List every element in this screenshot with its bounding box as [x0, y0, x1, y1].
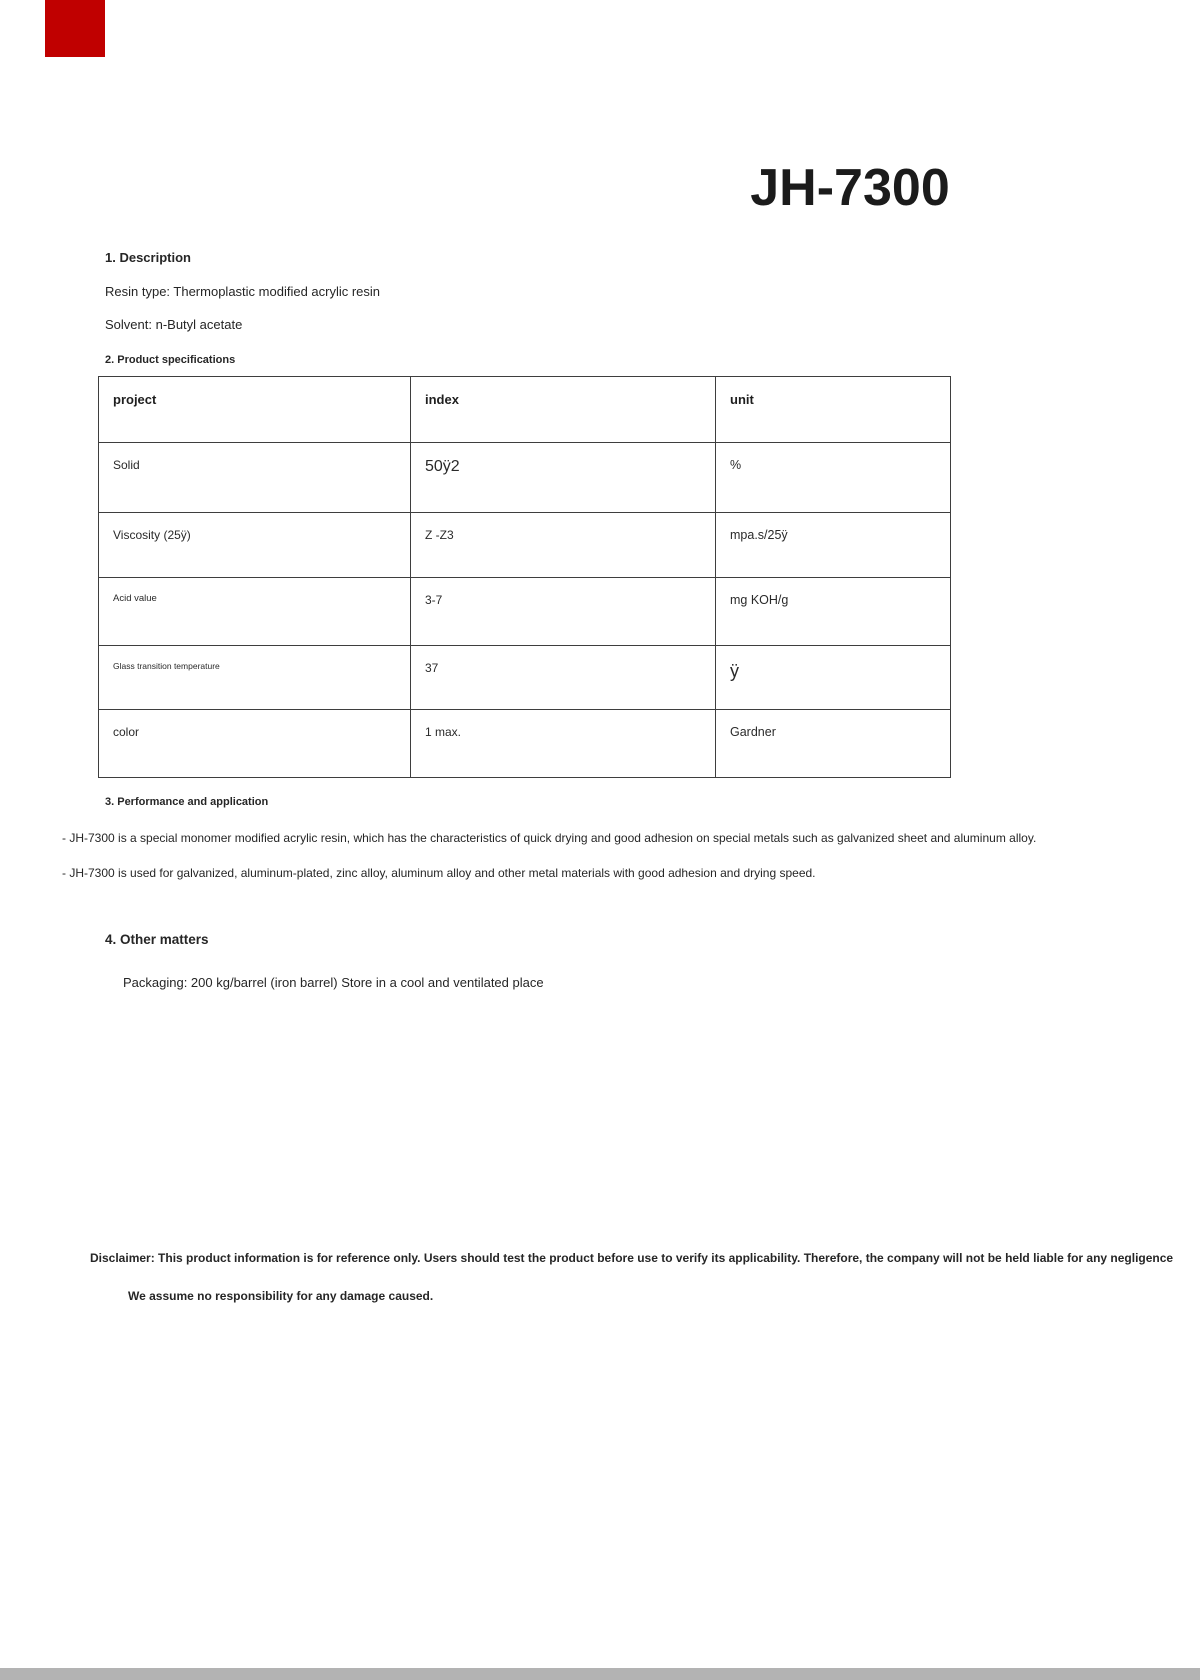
cell-project: Acid value: [99, 578, 411, 646]
solvent-line: Solvent: n-Butyl acetate: [105, 317, 243, 332]
cell-index: 3-7: [411, 578, 716, 646]
performance-heading: 3. Performance and application: [105, 796, 269, 808]
cell-project: color: [99, 710, 411, 778]
table-header-row: [99, 377, 951, 443]
packaging-line: Packaging: 200 kg/barrel (iron barrel) Store in a cool and ventilated place: [123, 975, 544, 990]
cell-unit: mpa.s/25ÿ: [716, 513, 951, 578]
cell-index: 1 max.: [411, 710, 716, 778]
cell-project: Solid: [99, 443, 411, 513]
col-header-unit: unit: [716, 377, 951, 443]
performance-bullet-2: - JH-7300 is used for galvanized, aluminum-plated, zinc alloy, aluminum alloy and other metal materials with good adhesion and drying speed.: [62, 866, 816, 880]
resin-type-line: Resin type: Thermoplastic modified acrylic resin: [105, 284, 381, 299]
cell-unit: %: [716, 443, 951, 513]
description-heading: 1. Description: [105, 250, 191, 265]
disclaimer-line-1: Disclaimer: This product information is for reference only. Users should test the product before use to verify its applicability. Therefore, the company will not be held liable for any negligence: [90, 1251, 1174, 1265]
table-row-viscosity: [99, 513, 951, 578]
table-row-glass-transition: [99, 646, 951, 710]
disclaimer-line-2: We assume no responsibility for any damage caused.: [128, 1289, 434, 1303]
table-row-acid-value: [99, 578, 951, 646]
table-row-solid: [99, 443, 951, 513]
table-row-color: [99, 710, 951, 778]
cell-unit: Gardner: [716, 710, 951, 778]
cell-unit: ÿ: [716, 646, 951, 710]
specifications-heading: 2. Product specifications: [105, 354, 236, 366]
col-header-index: index: [411, 377, 716, 443]
red-corner-mark: [45, 0, 105, 57]
cell-index: 50ÿ2: [411, 443, 716, 513]
cell-project: Viscosity (25ÿ): [99, 513, 411, 578]
cell-unit: mg KOH/g: [716, 578, 951, 646]
cell-index: 37: [411, 646, 716, 710]
page-bottom-edge: [0, 1668, 1200, 1680]
cell-project: Glass transition temperature: [99, 646, 411, 710]
col-header-project: project: [99, 377, 411, 443]
performance-bullet-1: - JH-7300 is a special monomer modified acrylic resin, which has the characteristics of quick drying and good adhesion on special metals such as galvanized sheet and aluminum alloy.: [62, 831, 1037, 845]
spec-table: [98, 376, 951, 778]
other-matters-heading: 4. Other matters: [105, 932, 209, 947]
cell-index: Z -Z3: [411, 513, 716, 578]
page-title: JH-7300: [750, 159, 950, 217]
